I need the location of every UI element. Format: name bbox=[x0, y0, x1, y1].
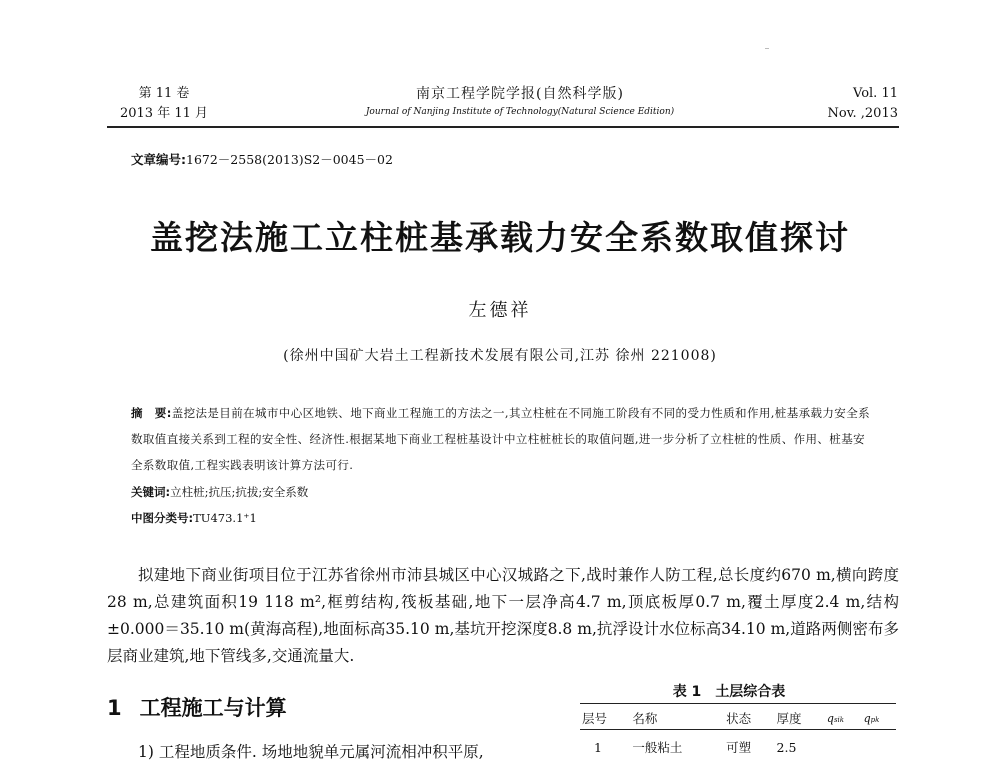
journal-name-cn: 南京工程学院学报(自然科学版) bbox=[416, 86, 624, 102]
col-layer-no: 层号 bbox=[580, 704, 630, 730]
article-number-value: 1672－2558(2013)S2－0045－02 bbox=[186, 152, 393, 167]
scan-speck bbox=[765, 48, 769, 49]
col-qsik: qsik bbox=[825, 704, 862, 730]
cell-name: 一般粘土 bbox=[632, 740, 683, 755]
body-text bbox=[107, 562, 899, 670]
section-title: 工程施工与计算 bbox=[139, 696, 287, 720]
keywords-label: 关键词: bbox=[131, 485, 171, 499]
col-state: 状态 bbox=[724, 704, 774, 730]
paper-title: 盖挖法施工立柱桩基承载力安全系数取值探讨 bbox=[150, 218, 850, 257]
table-caption-number: 表 1 bbox=[672, 684, 702, 700]
table-header-row bbox=[580, 704, 896, 730]
sub-paragraph: 1) 工程地质条件. 场地地貌单元属河流相冲积平原, bbox=[138, 743, 484, 761]
table-caption-text: 土层综合表 bbox=[715, 684, 786, 700]
cell-state: 可塑 bbox=[726, 740, 752, 755]
cell-thickness: 2.5 bbox=[776, 739, 797, 755]
clc-value: TU473.1⁺1 bbox=[193, 511, 257, 525]
section-number: 1 bbox=[107, 696, 122, 720]
date-en: Nov. ,2013 bbox=[827, 106, 898, 121]
col-thickness: 厚度 bbox=[775, 704, 825, 730]
journal-name-en: Journal of Nanjing Institute of Technology(Natural Science Edition) bbox=[365, 107, 675, 117]
header-center bbox=[330, 84, 710, 120]
table-caption bbox=[574, 681, 898, 701]
volume-cn: 第 11 卷 bbox=[138, 86, 190, 101]
date-cn: 2013 年 11 月 bbox=[119, 106, 209, 121]
cell-qpk bbox=[862, 730, 896, 759]
clc-label: 中图分类号: bbox=[131, 511, 194, 525]
header-rule bbox=[107, 126, 899, 128]
keywords-value: 立柱桩;抗压;抗拔;安全系数 bbox=[170, 485, 309, 499]
table-row bbox=[580, 730, 896, 759]
body-paragraph: 拟建地下商业街项目位于江苏省徐州市沛县城区中心汉城路之下,战时兼作人防工程,总长度约670 m,横向跨度28 m,总建筑面积19 118 m²,框剪结构,筏板基础,地下一层净高4.7 m,顶底板厚0.7 m,覆土厚度2.4 m,结构±0.000＝35.10 m(黄海高程),地面标高35.10 m,基坑开挖深度8.8 m,抗浮设计水位标高34.10 m,道路两侧密布多层商业建筑,地下管线多,交通流量大. bbox=[107, 566, 899, 665]
col-name: 名称 bbox=[630, 704, 724, 730]
cell-qsik bbox=[825, 730, 862, 759]
soil-layer-table bbox=[580, 703, 896, 758]
abstract-text: 盖挖法是目前在城市中心区地铁、地下商业工程施工的方法之一,其立柱桩在不同施工阶段有不同的受力性质和作用,桩基承载力安全系数取值直接关系到工程的安全性、经济性.根据某地下商业工程桩基设计中立柱桩桩长的取值问题,进一步分析了立柱桩的性质、作用、桩基安全系数取值,工程实践表明该计算方法可行. bbox=[131, 406, 871, 472]
header-left bbox=[118, 84, 210, 124]
author: 左德祥 bbox=[468, 300, 532, 321]
abstract bbox=[131, 400, 871, 478]
abstract-label: 摘 要: bbox=[131, 406, 172, 420]
affiliation: (徐州中国矿大岩土工程新技术发展有限公司,江苏 徐州 221008) bbox=[283, 348, 717, 364]
section-heading bbox=[107, 692, 305, 722]
keywords bbox=[131, 481, 308, 503]
cell-layer-no: 1 bbox=[594, 739, 602, 755]
header-right bbox=[800, 84, 898, 124]
article-number-label: 文章编号: bbox=[131, 152, 186, 167]
article-number bbox=[131, 150, 393, 168]
col-qpk: qpk bbox=[862, 704, 896, 730]
clc-number bbox=[131, 507, 257, 529]
volume-en: Vol. 11 bbox=[853, 86, 898, 101]
